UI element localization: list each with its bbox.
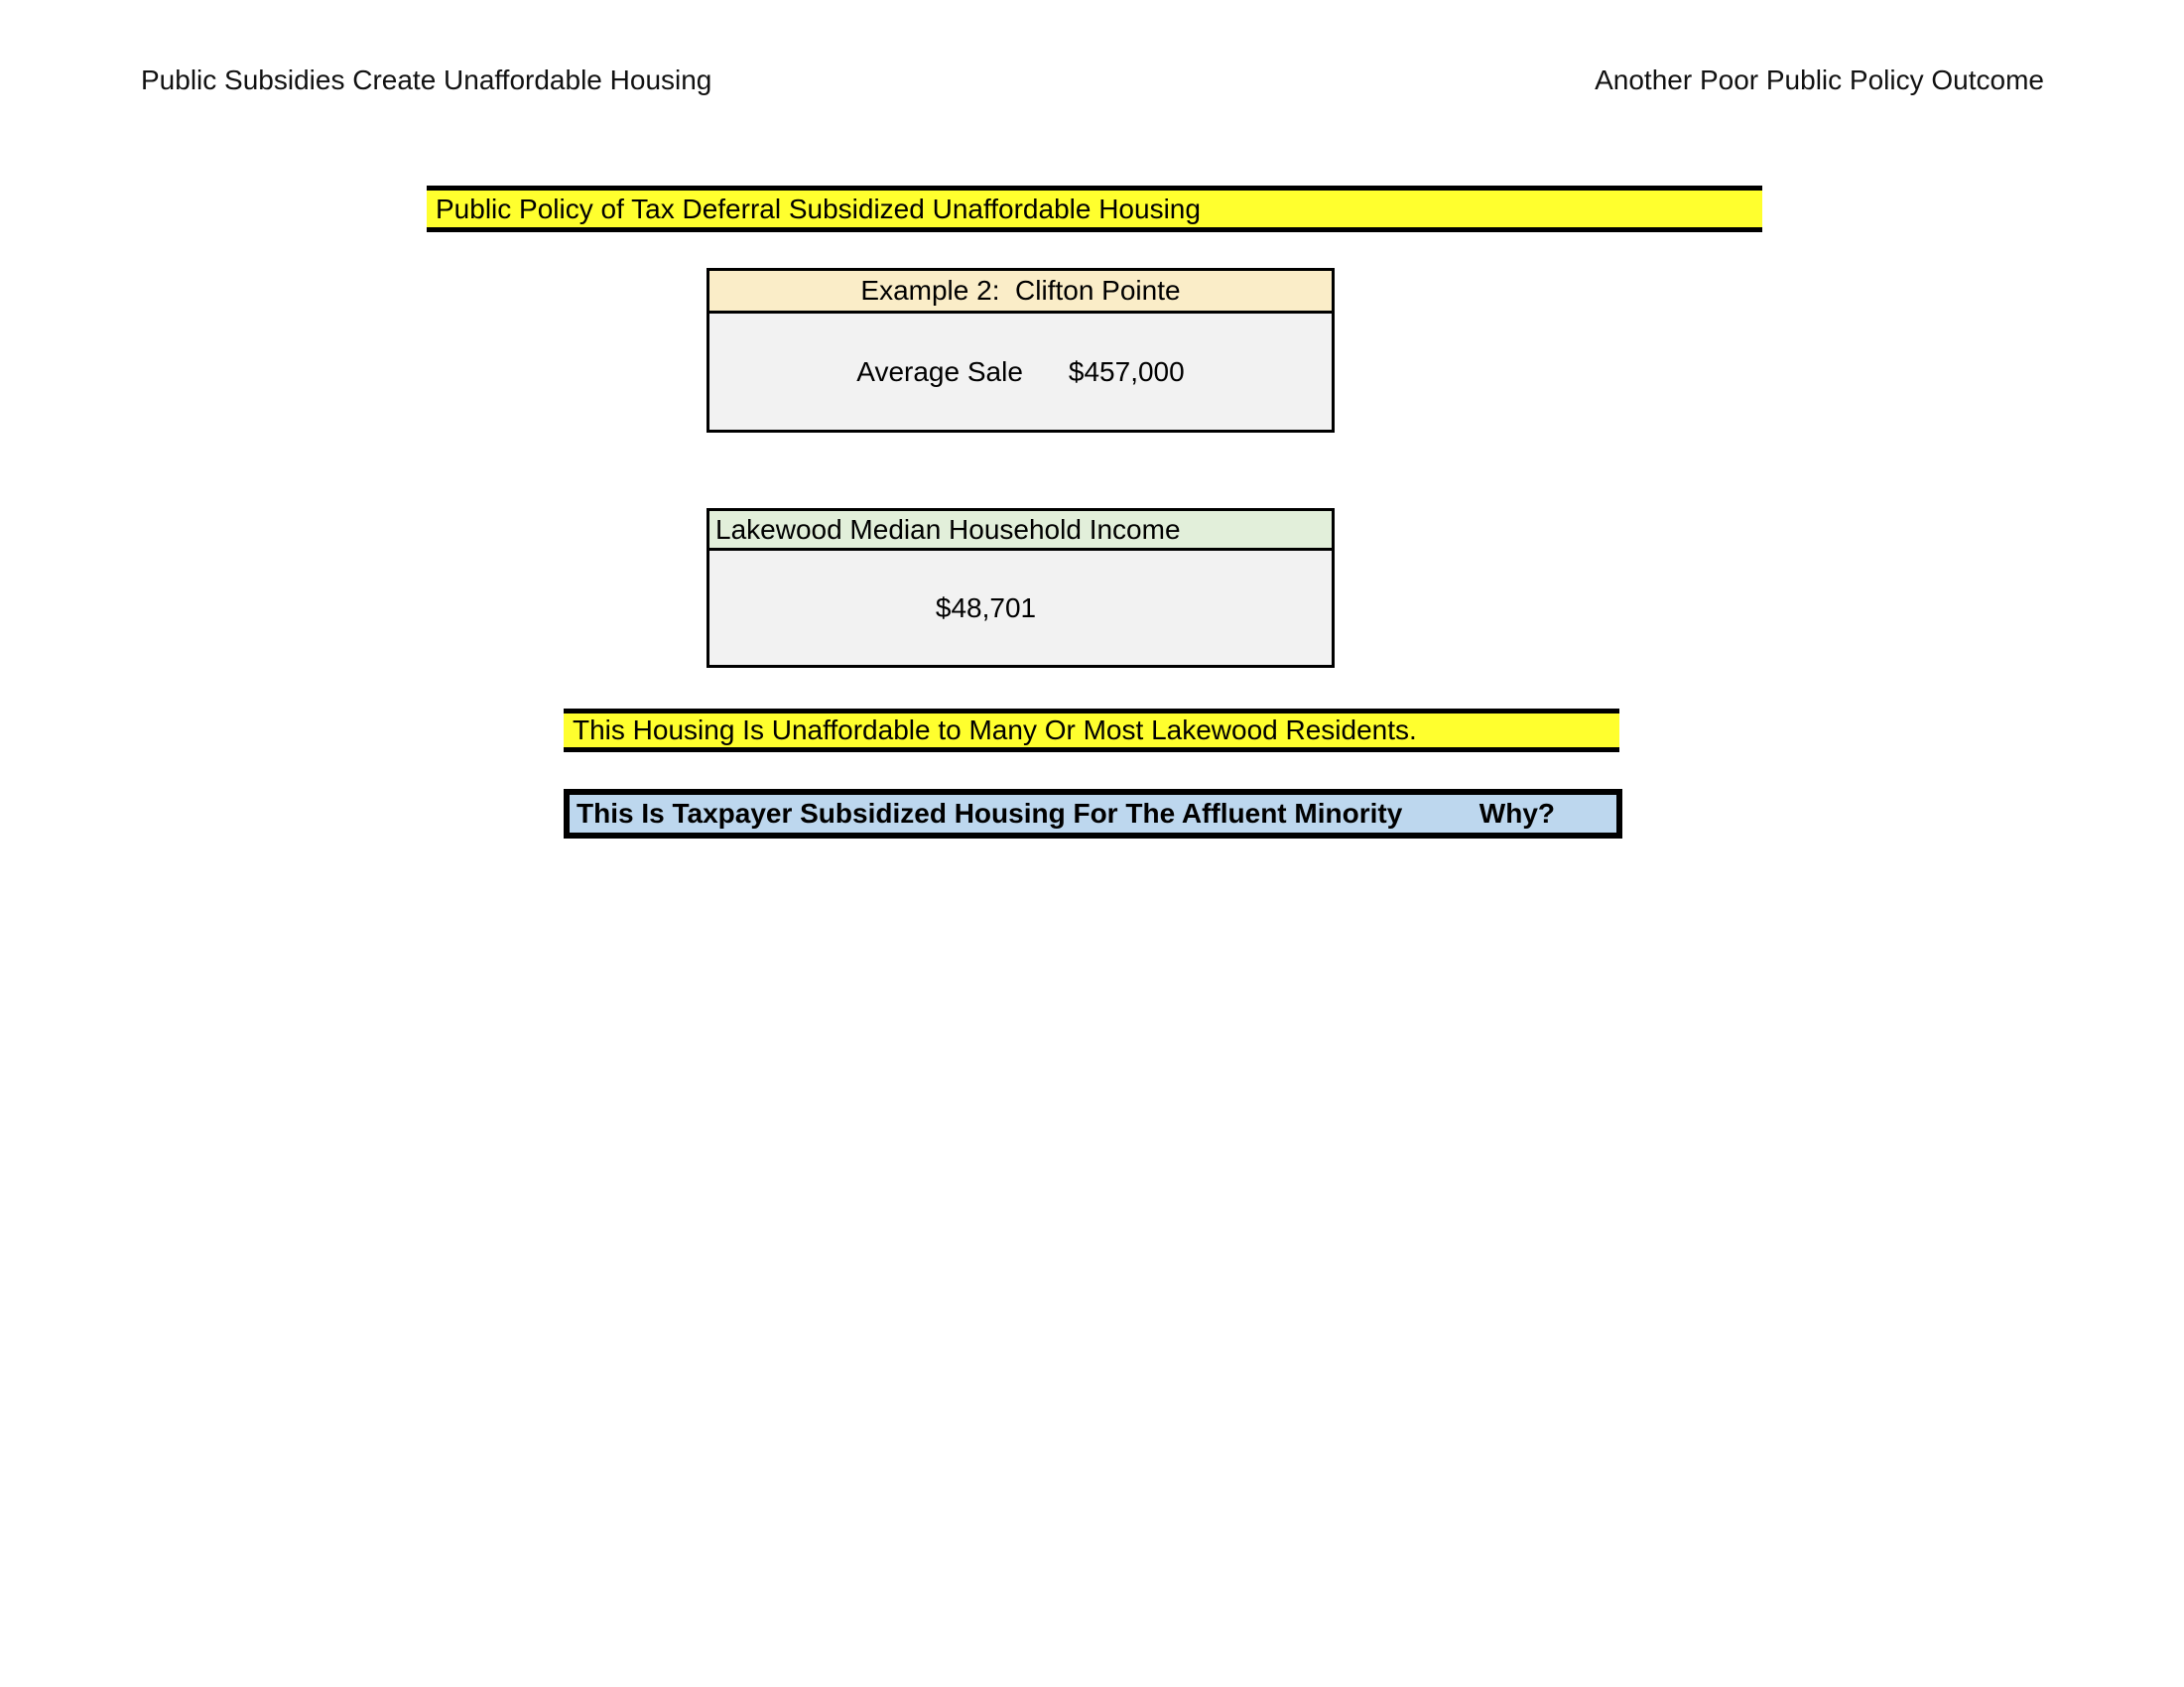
income-box	[707, 508, 1335, 668]
median-income-value: $48,701	[935, 591, 1037, 623]
taxpayer-banner-statement: This Is Taxpayer Subsidized Housing For The Affluent Minority	[577, 798, 1403, 829]
page-header-right: Another Poor Public Policy Outcome	[1595, 65, 2044, 95]
example-box-body	[709, 314, 1332, 430]
policy-banner	[427, 186, 1762, 232]
taxpayer-banner	[564, 789, 1622, 839]
policy-banner-text: Public Policy of Tax Deferral Subsidized Unaffordable Housing	[436, 193, 1201, 224]
average-sale-value: $457,000	[1068, 355, 1185, 387]
page-header-left: Public Subsidies Create Unaffordable Housing	[141, 65, 712, 95]
taxpayer-banner-question: Why?	[1478, 798, 1555, 829]
income-box-title: Lakewood Median Household Income	[709, 511, 1332, 551]
unaffordable-banner	[564, 709, 1619, 752]
income-box-body	[709, 551, 1332, 665]
example-box	[707, 268, 1335, 433]
unaffordable-banner-text: This Housing Is Unaffordable to Many Or Most Lakewood Residents.	[573, 714, 1417, 745]
average-sale-label: Average Sale	[856, 355, 1023, 387]
example-box-title: Example 2: Clifton Pointe	[709, 271, 1332, 314]
